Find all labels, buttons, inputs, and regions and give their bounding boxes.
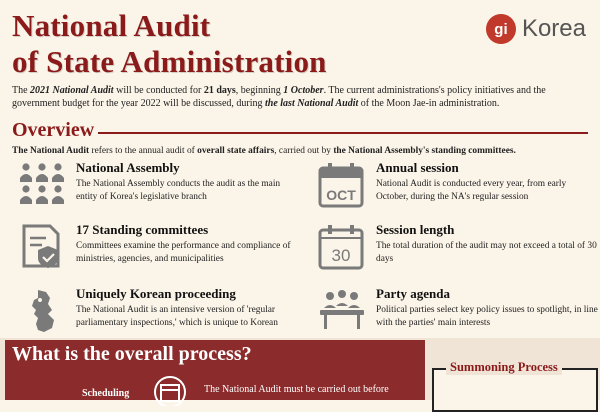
scheduling-text: The National Audit must be carried out before: [204, 384, 389, 395]
card-description: The National Assembly conducts the audit as the main entity of Korea's legislative branch: [76, 179, 281, 202]
meeting-icon: [316, 288, 368, 334]
card-description: The total duration of the audit may not exceed a total of 30 days: [376, 241, 597, 264]
overview-plain: refers to the annual audit of: [89, 146, 198, 156]
korea-map-icon: [16, 288, 68, 334]
gi-korea-logo[interactable]: [486, 14, 586, 44]
scheduling-label: Scheduling: [82, 388, 130, 399]
calendar-month-text: OCT: [326, 187, 356, 203]
overview-emphasis: The National Audit: [12, 146, 90, 156]
title-line-1: National Audit: [12, 8, 211, 43]
intro-text: . The current administrations's policy initiatives and the government budget for the year 2022 will be discussed, during: [12, 85, 546, 109]
card-title: Uniquely Korean proceeding: [76, 286, 236, 301]
card-description: The National Audit is an intensive version of 'regular parliamentary inspections,' which is unique to Korean: [76, 305, 278, 328]
card-title: 17 Standing committees: [76, 222, 209, 237]
intro-emphasis: the last National Audit: [265, 97, 359, 109]
intro-text: of the Moon Jae-in administration.: [358, 97, 500, 109]
calendar-30-icon: [316, 224, 368, 270]
overview-emphasis: the National Assembly's standing committees.: [333, 146, 516, 156]
card-party-agenda: [312, 286, 598, 342]
card-national-assembly: [12, 160, 292, 216]
card-description: Political parties select key policy issues to spotlight, in line with the parties' main interests: [376, 305, 598, 328]
overview-plain: , carried out by: [274, 146, 334, 156]
gi-logo-icon: gi: [486, 14, 516, 44]
card-title: National Assembly: [76, 160, 180, 175]
card-annual-session: [312, 160, 592, 216]
card-title: Annual session: [376, 160, 459, 175]
card-description: National Audit is conducted every year, from early October, during the NA's regular session: [376, 179, 567, 202]
intro-emphasis: 21 days: [203, 85, 236, 96]
card-description: Committees examine the performance and compliance of ministries, agencies, and municipalities: [76, 241, 291, 264]
intro-emphasis: 2021 National Audit: [30, 85, 114, 96]
calendar-icon: [150, 376, 190, 406]
title-line-2: of State Administration: [12, 44, 327, 79]
intro-text: The: [12, 85, 31, 96]
document-shield-icon: [16, 224, 68, 270]
card-title: Session length: [376, 222, 455, 237]
card-title: Party agenda: [376, 286, 451, 301]
card-uniquely-korean: [12, 286, 292, 342]
card-standing-committees: [12, 222, 292, 278]
overview-emphasis: overall state affairs: [197, 146, 275, 156]
card-session-length: [312, 222, 597, 278]
calendar-day-text: 30: [331, 246, 351, 265]
assembly-icon: [16, 162, 68, 208]
intro-text: will be conducted for: [113, 85, 204, 96]
calendar-oct-icon: [316, 162, 368, 208]
overview-heading: Overview: [12, 119, 95, 141]
overview-text: [12, 145, 588, 157]
logo-wordmark: Korea: [521, 15, 586, 42]
intro-paragraph: [12, 85, 588, 110]
summoning-heading: Summoning Process: [446, 360, 562, 375]
overview-divider: [98, 132, 588, 134]
process-heading: What is the overall process?: [12, 343, 252, 365]
page-title: [12, 8, 327, 80]
intro-text: , beginning: [235, 85, 284, 96]
intro-emphasis: 1 October: [283, 85, 324, 96]
